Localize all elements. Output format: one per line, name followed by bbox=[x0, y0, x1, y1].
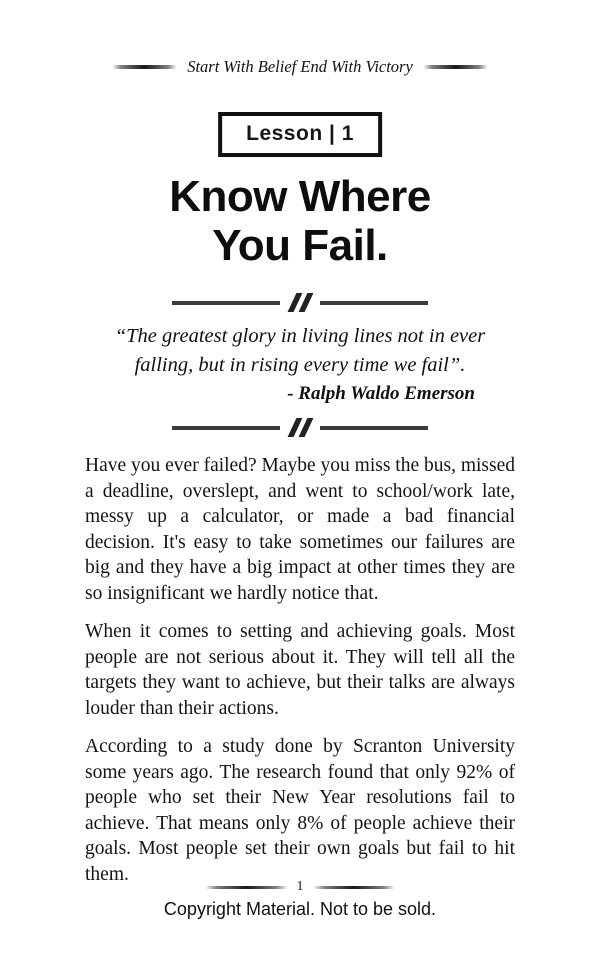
double-slash-icon bbox=[285, 418, 316, 437]
page-number-row bbox=[205, 880, 395, 894]
paragraph: When it comes to setting and achieving goals. Most people are not serious about it. They will tell all the targets they want to achieve, but their talks are always louder than their actions. bbox=[85, 621, 515, 719]
quote-divider-top bbox=[172, 293, 428, 312]
divider-rule-right bbox=[320, 426, 428, 430]
chapter-title bbox=[0, 172, 600, 270]
header-rule-right bbox=[423, 65, 488, 69]
lesson-badge: Lesson | 1 bbox=[218, 112, 382, 157]
divider-rule-left bbox=[172, 301, 280, 305]
header-rule-left bbox=[112, 65, 177, 69]
paragraph: According to a study done by Scranton University some years ago. The research found that only 92% of people who set their New Year resolutions fail to achieve. That means only 8% of people achieve their goals. Most people set their own goals but fail to hit them. bbox=[85, 736, 515, 885]
divider-rule-left bbox=[172, 426, 280, 430]
paragraph: Have you ever failed? Maybe you miss the bus, missed a deadline, overslept, and went to school/work late, messy up a calculator, or made a bad financial decision. It's easy to take sometimes our failures are big and they have a big impact at other times they are so insignificant we hardly notice that. bbox=[85, 455, 515, 604]
page-header bbox=[112, 59, 488, 76]
chapter-title-line-1: Know Where bbox=[169, 172, 431, 221]
copyright-notice: Copyright Material. Not to be sold. bbox=[163, 899, 437, 919]
double-slash-icon bbox=[285, 293, 316, 312]
book-motto: Start With Belief End With Victory bbox=[187, 57, 413, 76]
divider-rule-right bbox=[320, 301, 428, 305]
chapter-title-line-2: You Fail. bbox=[212, 221, 388, 270]
quote-divider-bottom bbox=[172, 418, 428, 437]
body-text bbox=[85, 453, 515, 900]
footer-rule-left bbox=[205, 886, 288, 889]
page-number: 1 bbox=[296, 879, 304, 894]
quote-attribution: - Ralph Waldo Emerson bbox=[287, 383, 475, 404]
quote-text: “The greatest glory in living lines not in ever falling, but in rising every time we fail”. bbox=[114, 325, 486, 376]
footer-rule-right bbox=[313, 886, 396, 889]
